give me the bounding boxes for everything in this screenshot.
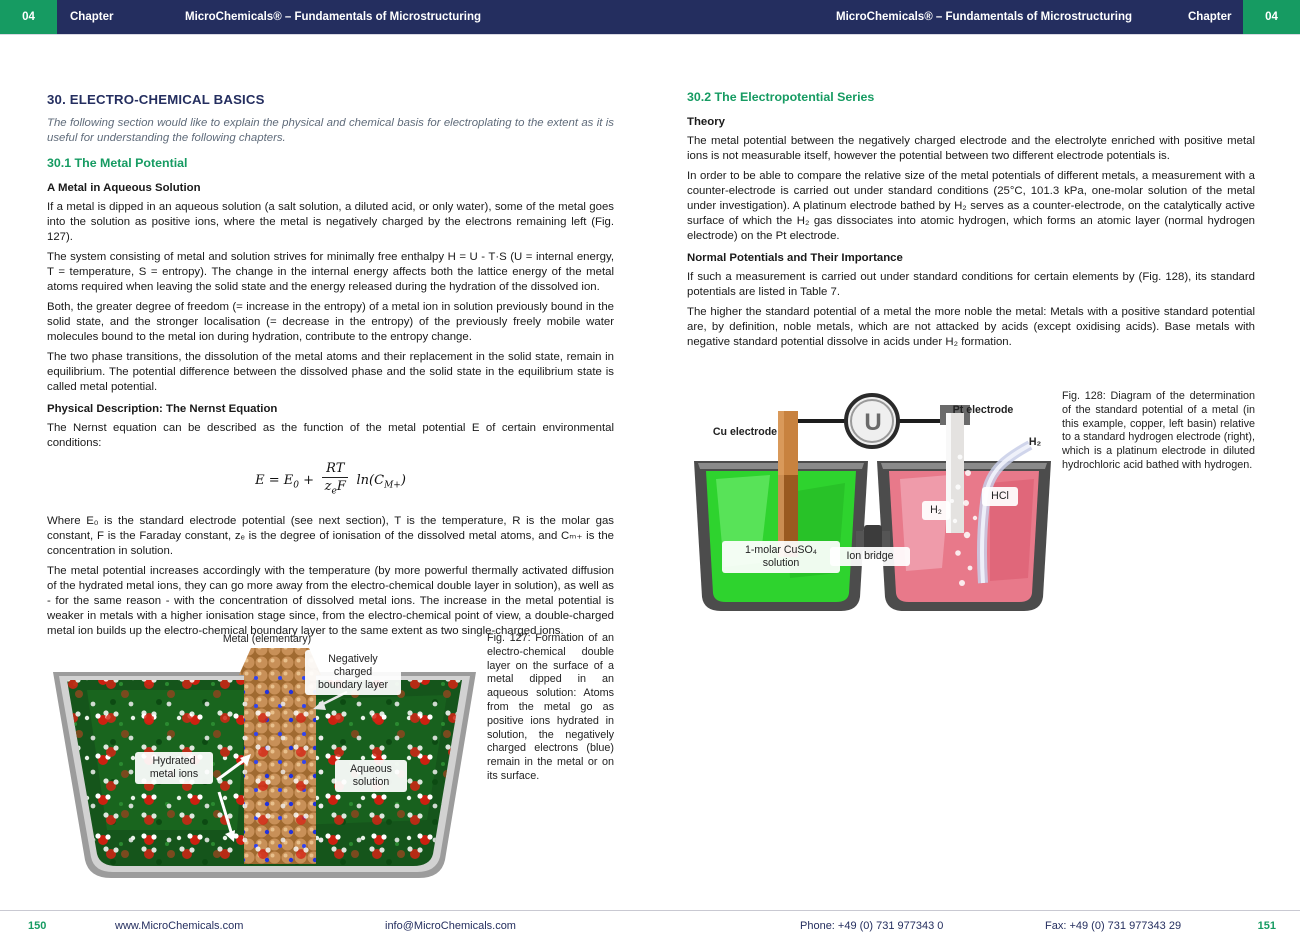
label-hcl: HCl — [982, 487, 1018, 506]
page-number-left: 150 — [28, 920, 47, 932]
voltmeter-u-label: U — [864, 409, 882, 436]
heading-nernst: Physical Description: The Nernst Equation — [47, 403, 278, 415]
label-h2-bubbles: H₂ — [922, 501, 950, 520]
figure-128 — [690, 383, 1055, 621]
header-bar — [0, 0, 1300, 34]
footer-bar — [0, 910, 1300, 941]
figure-127 — [47, 630, 482, 882]
subsection-30-2: 30.2 The Electropotential Series — [687, 90, 875, 104]
eq-numerator: RT — [322, 461, 348, 478]
paragraph: The metal potential increases accordingly with the temperature (by more powerful thermally activated diffusion of the hydrated metal ions, they can go more away from the electro-chemical double layer in solution), as well as - for the same reason - with the concentration of dissolved metal ions. The increase in the metal potential is weaker in metals with a higher ionisation stage since, from the electro-chemical point of view, a double-charged metal ion builds up the electro-chemical boundary layer to the same extent as two single-charged ions. — [47, 564, 614, 637]
label-h2-inlet: H₂ — [1028, 436, 1042, 448]
section-title: 30. ELECTRO-CHEMICAL BASICS — [47, 92, 265, 107]
label-cuso4-solution: 1-molar CuSO₄ solution — [722, 541, 840, 573]
nernst-equation: $E = E_0$ + $\frac{RT}{z_eF}$ $\ln(C_{M+})$ — [47, 461, 614, 500]
paragraph: The metal potential between the negatively charged electrode and the electrolyte enriched with positive metal ions is not measurable itself, however the potential between two different electrode potentials is. — [687, 135, 1255, 162]
fig127-caption: Fig. 127: Formation of an electro-chemical double layer on the surface of a metal dipped in an aqueous solution: Atoms from the metal go as positive ions hydrated in solution, the negatively charged electrons (blue) remain in the metal or on its surface. — [487, 632, 614, 782]
fig127-illustration — [47, 630, 482, 882]
subsection-30-1: 30.1 The Metal Potential — [47, 156, 188, 170]
label-ion-bridge: Ion bridge — [830, 547, 910, 566]
label-boundary-layer: Negatively charged boundary layer — [305, 650, 401, 695]
paragraph: Both, the greater degree of freedom (= increase in the entropy) of a metal ion in solution previously bound in the solid state, and the stronger localisation (= decrease in the entropy) of the previously freely mobile water molecules bound to the metal ion during hydration, contribute to the entropy change. — [47, 301, 614, 343]
right-page-column — [687, 90, 1255, 355]
eq-denominator: $z_eF$ — [324, 479, 346, 497]
footer-email-link[interactable]: info@MicroChemicals.com — [385, 920, 516, 932]
heading-normal-potentials: Normal Potentials and Their Importance — [687, 252, 903, 264]
footer-website-link[interactable]: www.MicroChemicals.com — [115, 920, 244, 932]
header-title-left: MicroChemicals® – Fundamentals of Microstructuring — [185, 11, 482, 23]
eq-lhs: E = E — [255, 472, 294, 488]
label-pt-electrode: Pt electrode — [952, 404, 1014, 416]
header-title-right: MicroChemicals® – Fundamentals of Microstructuring — [836, 11, 1133, 23]
paragraph: If such a measurement is carried out under standard conditions for certain elements by (Fig. 128), its standard potentials are listed in Table 7. — [687, 271, 1255, 298]
paragraph: Where E₀ is the standard electrode potential (see next section), T is the temperature, R is the molar gas constant, F is the Faraday constant, zₑ is the degree of ionisation of the dissolved metal atoms, and Cₘ₊ is the concentration in solution. — [47, 514, 614, 557]
footer-phone: Phone: +49 (0) 731 977343 0 — [800, 920, 944, 932]
heading-metal-aqueous: A Metal in Aqueous Solution — [47, 182, 201, 194]
chapter-label-right: Chapter — [1188, 11, 1232, 23]
eq-sub0: 0 — [293, 480, 299, 491]
paragraph: The Nernst equation can be described as the function of the metal potential E of certain environmental conditions: — [47, 422, 614, 449]
chapter-label-left: Chapter — [70, 11, 114, 23]
paragraph: If a metal is dipped in an aqueous solution (a salt solution, a diluted acid, or only water), some of the metal goes into the solution as positive ions, where the metal is negatively charged by the electrons remaining left (Fig. 127). — [47, 201, 614, 243]
section-intro: The following section would like to explain the physical and chemical basis for electroplating to the extent as it is useful for understanding the following chapters. — [47, 117, 614, 144]
label-aqueous-solution: Aqueous solution — [335, 760, 407, 792]
page-number-right: 151 — [1257, 920, 1276, 932]
label-cu-electrode: Cu electrode — [712, 426, 778, 438]
paragraph: The system consisting of metal and solution strives for minimally free enthalpy H = U - T·S (U = internal energy, T = temperature, S = entropy). The change in the internal energy affects both the lattice energy of the metal atoms required when leaving the solid state and the energy released during the hydration of the dissolved ion. — [47, 251, 614, 293]
eq-plus: + — [298, 472, 319, 488]
footer-fax: Fax: +49 (0) 731 977343 29 — [1045, 920, 1182, 932]
label-hydrated-ions: Hydrated metal ions — [135, 752, 213, 784]
eq-ln: ln(C — [352, 472, 385, 488]
paragraph: In order to be able to compare the relative size of the metal potentials of different metals, a measurement with a counter-electrode is carried out under standard conditions (25°C, 101.3 kPa, one-molar solution of the metal under investigation). A platinum electrode bathed by H₂ serves as a counter-electrode, on the catalytically active surface of which the H₂ gas dissociates into atomic hydrogen, which forms an atomic layer (normal hydrogen electrode) on the Pt electrode. — [687, 170, 1255, 242]
heading-theory: Theory — [687, 116, 725, 128]
eq-fraction — [322, 461, 348, 500]
chapter-number-left: 04 — [0, 0, 57, 34]
paragraph: The higher the standard potential of a metal the more noble the metal: Metals with a positive standard potential are, by definition, noble metals, which are not attacked by acids (except oxidising acids). Base metals with negative standard potential dissolve in acids under H₂ formation. — [687, 306, 1255, 348]
chapter-number-right: 04 — [1243, 0, 1300, 34]
label-metal-elementary: Metal (elementary) — [222, 633, 312, 645]
paragraph: The two phase transitions, the dissolution of the metal atoms and their replacement in the solid state, remain in equilibrium. The potential difference between the dissolved phase and the solid state in the equilibrium state is called metal potential. — [47, 351, 614, 393]
left-page-column — [47, 92, 614, 644]
fig128-caption: Fig. 128: Diagram of the determination of the standard potential of a metal (in this example, copper, left basin) relative to a standard hydrogen electrode (right), which is a platinum electrode in diluted hydrochloric acid bathed with hydrogen. — [1062, 390, 1255, 471]
